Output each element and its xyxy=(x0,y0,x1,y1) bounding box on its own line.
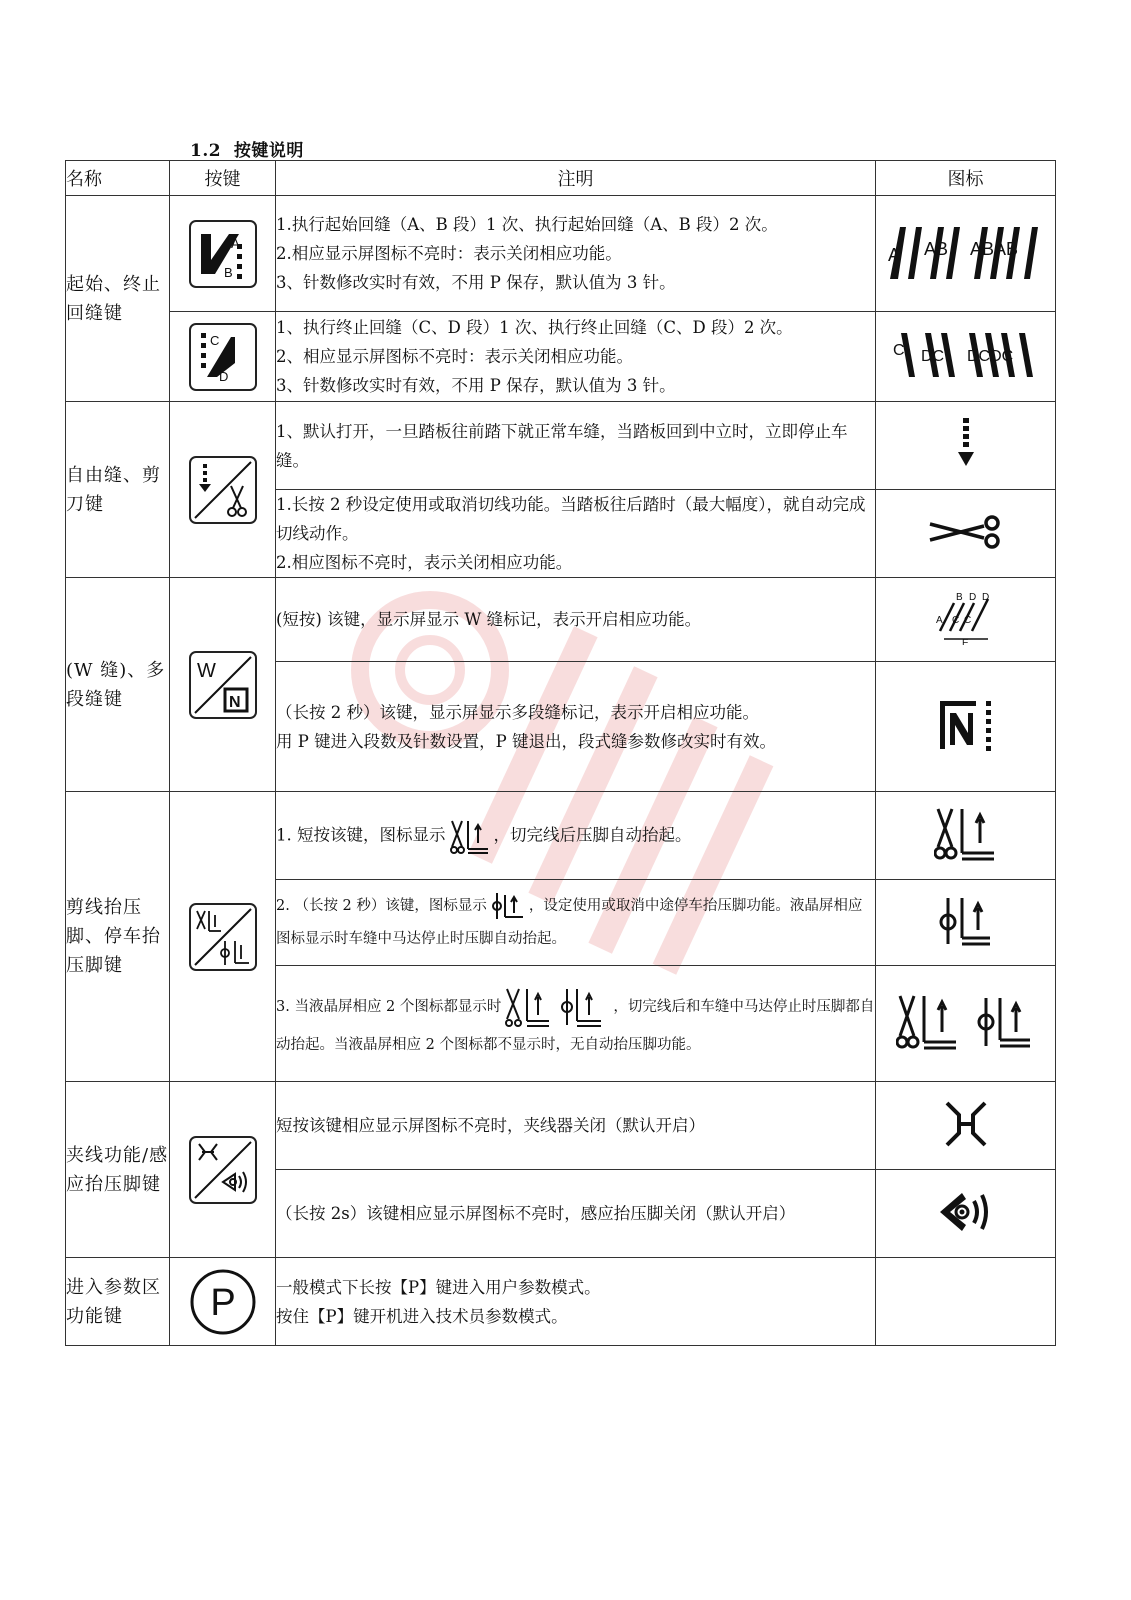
note-line: 1.执行起始回缝（A、B 段）1 次、执行起始回缝（A、B 段）2 次。 xyxy=(276,215,778,234)
both-lift-icon xyxy=(896,992,1036,1052)
icon-label-c: C xyxy=(892,341,905,359)
icon-label-dc: DC xyxy=(920,347,944,365)
note-line: 3. 当液晶屏相应 2 个图标都显示时 xyxy=(276,999,502,1015)
p-key-icon xyxy=(188,1267,258,1337)
end-backtack-key-icon xyxy=(189,323,257,391)
key-description-table xyxy=(65,160,1056,1346)
note-line: 3、针数修改实时有效，不用 P 保存，默认值为 3 针。 xyxy=(276,273,676,292)
table-row xyxy=(66,196,1056,312)
down-arrow-icon xyxy=(954,416,978,472)
icon-label-a: A xyxy=(887,244,900,265)
key-letter-d: D xyxy=(218,368,228,384)
icon-cell xyxy=(876,880,1056,966)
both-lift-inline-icon xyxy=(505,985,609,1029)
trim-lift-key-icon xyxy=(189,903,257,971)
icon-label-abab: ABAB xyxy=(969,238,1018,259)
table-row xyxy=(66,312,1056,402)
note-line: 2、相应显示屏图标不亮时：表示关闭相应功能。 xyxy=(276,347,633,366)
table-row xyxy=(66,792,1056,880)
row-name: 起始、终止回缝键 xyxy=(66,196,170,402)
note-cell xyxy=(276,490,876,578)
note-line: 1、默认打开，一旦踏板往前踏下就正常车缝，当踏板回到中立时，立即停止车缝。 xyxy=(276,421,848,470)
stop-lift-icon xyxy=(938,894,994,948)
icon-cell xyxy=(876,1082,1056,1170)
w-label-d2: D xyxy=(981,591,989,603)
icon-label-ab: AB xyxy=(923,238,948,259)
p-key-letter: P xyxy=(209,1281,236,1324)
w-label-a: A xyxy=(935,614,943,626)
row-name: 进入参数区功能键 xyxy=(66,1258,170,1346)
row-name: 剪线抬压脚、停车抬压脚键 xyxy=(66,792,170,1082)
header-name: 名称 xyxy=(66,161,170,196)
note-line: 短按该键相应显示屏图标不亮时，夹线器关闭（默认开启） xyxy=(276,1116,705,1135)
key-letter-w: W xyxy=(196,659,216,682)
note-cell xyxy=(276,662,876,792)
note-line: 1、执行终止回缝（C、D 段）1 次、执行终止回缝（C、D 段）2 次。 xyxy=(276,318,793,337)
header-icon: 图标 xyxy=(876,161,1056,196)
icon-cell xyxy=(876,490,1056,578)
icon-cell xyxy=(876,966,1056,1082)
note-line: 1.长按 2 秒设定使用或取消切线功能。当踏板往后踏时（最大幅度），就自动完成切线动作。 xyxy=(276,495,866,543)
note-cell xyxy=(276,1170,876,1258)
note-line: ，切完线后和车缝中马达停止时压脚都自动抬起。当液晶屏相应 2 个图标都不显示时，无自动抬压脚功能。 xyxy=(276,999,875,1053)
note-line: ，设定使用或取消中途停车抬压脚功能。液晶屏相应图标显示时车缝中马达停止时压脚自动抬起。 xyxy=(276,897,863,947)
clamp-sensor-key-icon xyxy=(189,1136,257,1204)
thread-clamp-icon xyxy=(941,1099,991,1149)
note-line: 3、针数修改实时有效，不用 P 保存，默认值为 3 针。 xyxy=(276,376,676,395)
free-sew-scissors-key-icon xyxy=(189,456,257,524)
row-name: (W 缝)、多段缝键 xyxy=(66,578,170,792)
multi-stitch-icon xyxy=(936,697,996,753)
note-cell xyxy=(276,578,876,662)
note-line: 用 P 键进入段数及针数设置，P 键退出，段式缝参数修改实时有效。 xyxy=(276,731,776,751)
note-cell xyxy=(276,312,876,402)
note-cell xyxy=(276,1082,876,1170)
note-line: （长按 2s）该键相应显示屏图标不亮时，感应抬压脚关闭（默认开启） xyxy=(276,1204,796,1223)
end-backtack-icon xyxy=(891,325,1041,385)
w-label-e: E xyxy=(961,637,969,645)
section-title xyxy=(190,136,304,161)
section-title-text: 按键说明 xyxy=(233,141,304,161)
key-letter-a: A xyxy=(230,235,240,251)
stop-lift-inline-icon xyxy=(491,891,525,921)
note-line: ，切完线后压脚自动抬起。 xyxy=(493,825,692,844)
section-number: 1.2 xyxy=(190,141,222,161)
icon-label-dcdc: DCDC xyxy=(966,347,1013,365)
start-backtack-key-icon xyxy=(189,220,257,288)
key-cell xyxy=(170,1258,276,1346)
row-name: 夹线功能/感应抬压脚键 xyxy=(66,1082,170,1258)
key-cell xyxy=(170,312,276,402)
icon-cell xyxy=(876,792,1056,880)
table-row xyxy=(66,578,1056,662)
start-backtack-icon xyxy=(886,217,1046,287)
w-label-b: B xyxy=(955,591,963,603)
trim-lift-icon xyxy=(934,805,998,863)
note-line: 按住【P】键开机进入技术员参数模式。 xyxy=(276,1306,568,1326)
table-header-row xyxy=(66,161,1056,196)
key-cell xyxy=(170,1082,276,1258)
icon-cell xyxy=(876,1258,1056,1346)
key-cell xyxy=(170,792,276,1082)
key-cell xyxy=(170,578,276,792)
key-letter-n: N xyxy=(228,693,241,711)
header-key: 按键 xyxy=(170,161,276,196)
row-name: 自由缝、剪刀键 xyxy=(66,402,170,578)
note-line: 2. （长按 2 秒）该键，图标显示 xyxy=(276,897,487,914)
note-cell xyxy=(276,402,876,490)
w-label-c1: C xyxy=(951,614,959,626)
table-row xyxy=(66,1258,1056,1346)
note-line: (短按) 该键，显示屏显示 W 缝标记，表示开启相应功能。 xyxy=(276,610,702,629)
note-cell xyxy=(276,880,876,966)
key-letter-b: B xyxy=(223,264,233,280)
note-cell xyxy=(276,196,876,312)
note-line: 2.相应图标不亮时，表示关闭相应功能。 xyxy=(276,553,573,572)
table-row xyxy=(66,1082,1056,1170)
w-stitch-icon xyxy=(936,591,996,645)
note-cell xyxy=(276,792,876,880)
header-note: 注明 xyxy=(276,161,876,196)
note-line: 2.相应显示屏图标不亮时：表示关闭相应功能。 xyxy=(276,244,622,263)
icon-cell xyxy=(876,662,1056,792)
icon-cell xyxy=(876,578,1056,662)
note-line: （长按 2 秒）该键，显示屏显示多段缝标记，表示开启相应功能。 xyxy=(276,702,759,722)
w-multi-stitch-key-icon xyxy=(189,651,257,719)
key-cell xyxy=(170,402,276,578)
icon-cell xyxy=(876,1170,1056,1258)
note-cell xyxy=(276,966,876,1082)
w-label-c2: C xyxy=(963,614,971,626)
table-row xyxy=(66,402,1056,490)
note-cell xyxy=(276,1258,876,1346)
key-cell xyxy=(170,196,276,312)
w-label-d1: D xyxy=(968,591,976,603)
note-line: 1. 短按该键，图标显示 xyxy=(276,825,446,844)
key-letter-c: C xyxy=(209,332,219,348)
icon-cell xyxy=(876,402,1056,490)
note-line: 一般模式下长按【P】键进入用户参数模式。 xyxy=(276,1277,601,1297)
trim-lift-inline-icon xyxy=(450,817,490,855)
icon-cell xyxy=(876,312,1056,402)
icon-cell xyxy=(876,196,1056,312)
scissors-icon xyxy=(928,514,1004,550)
sensor-icon xyxy=(938,1189,994,1235)
